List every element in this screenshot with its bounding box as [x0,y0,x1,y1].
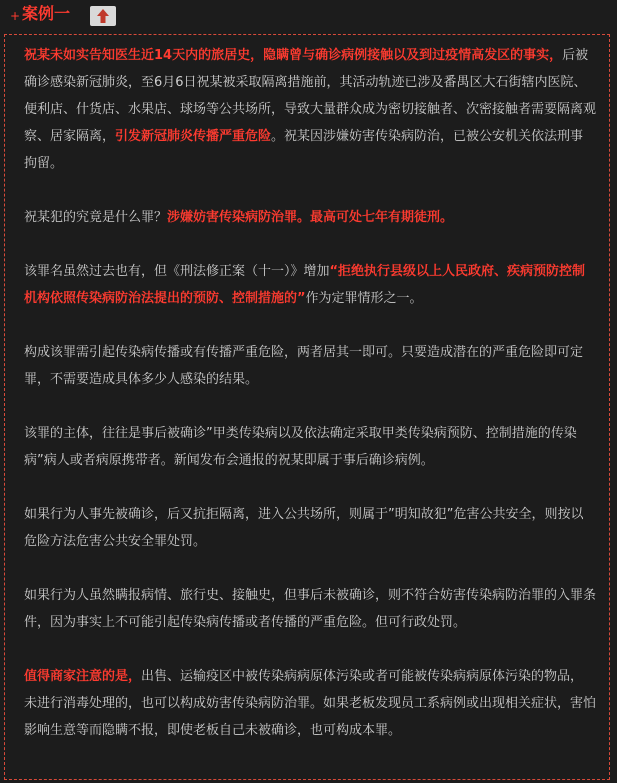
arrow-up-icon [90,6,116,26]
highlight-text: “拒绝执行县级以上人民政府、疾病预防控制机构依照传染病防治法提出的预防、控制措施的” [24,264,586,306]
highlight-text: 祝某未如实告知医生近14天内的旅居史，隐瞒曾与确诊病例接触以及到过疫情高发区的事实， [24,48,563,63]
paragraph-6: 如果行为人事先被确诊，后又抗拒隔离，进入公共场所，则属于”明知故犯”危害公共安全，则按以危险方法危害公共安全罪处罚。 [24,507,584,549]
paragraph-1 [24,42,596,177]
body-text: 该罪名虽然过去也有，但《刑法修正案（十一）》增加 [24,264,330,279]
paragraph-8 [24,663,596,744]
body-text: 。祝某因涉嫌妨害传染病防治，已被公安机关依法刑事拘留。 [24,129,584,171]
paragraph-2 [24,204,596,231]
article-body [24,42,596,771]
plus-marker: + [10,9,21,23]
highlight-text: 涉嫌妨害传染病防治罪。最高可处七年有期徒刑。 [167,210,454,225]
highlight-text: 引发新冠肺炎传播严重危险 [115,129,272,144]
body-text: 祝某犯的究竟是什么罪？ [24,210,168,225]
case-title: 案例一 [22,4,71,23]
section-header [0,0,617,32]
highlight-text: 值得商家注意的是， [24,669,142,684]
body-text: 后被确诊感染新冠肺炎，至6月6日祝某被采取隔离措施前，其活动轨迹已涉及番禺区大石街辖内医院、便利店、什货店、水果店、球场等公共场所，导致大量群众成为密切接触者、次密接触者需要隔离观察、居家隔离， [24,48,597,144]
body-text: 出售、运输疫区中被传染病病原体污染或者可能被传染病病原体污染的物品，未进行消毒处理的，也可以构成妨害传染病防治罪。如果老板发现员工系病例或出现相关症状，害怕影响生意等而隐瞒不报，即使老板自己未被确诊，也可构成本罪。 [24,669,597,738]
paragraph-3 [24,258,596,312]
paragraph-4: 构成该罪需引起传染病传播或有传播严重危险，两者居其一即可。只要造成潜在的严重危险即可定罪，不需要造成具体多少人感染的结果。 [24,345,584,387]
body-text: 作为定罪情形之一。 [305,291,423,306]
paragraph-5: 该罪的主体，往往是事后被确诊”甲类传染病以及依法确定采取甲类传染病预防、控制措施的传染病”病人或者病原携带者。新闻发布会通报的祝某即属于事后确诊病例。 [24,426,577,468]
paragraph-7: 如果行为人虽然瞒报病情、旅行史、接触史，但事后未被确诊，则不符合妨害传染病防治罪的入罪条件，因为事实上不可能引起传染病传播或者传播的严重危险。但可行政处罚。 [24,588,597,630]
